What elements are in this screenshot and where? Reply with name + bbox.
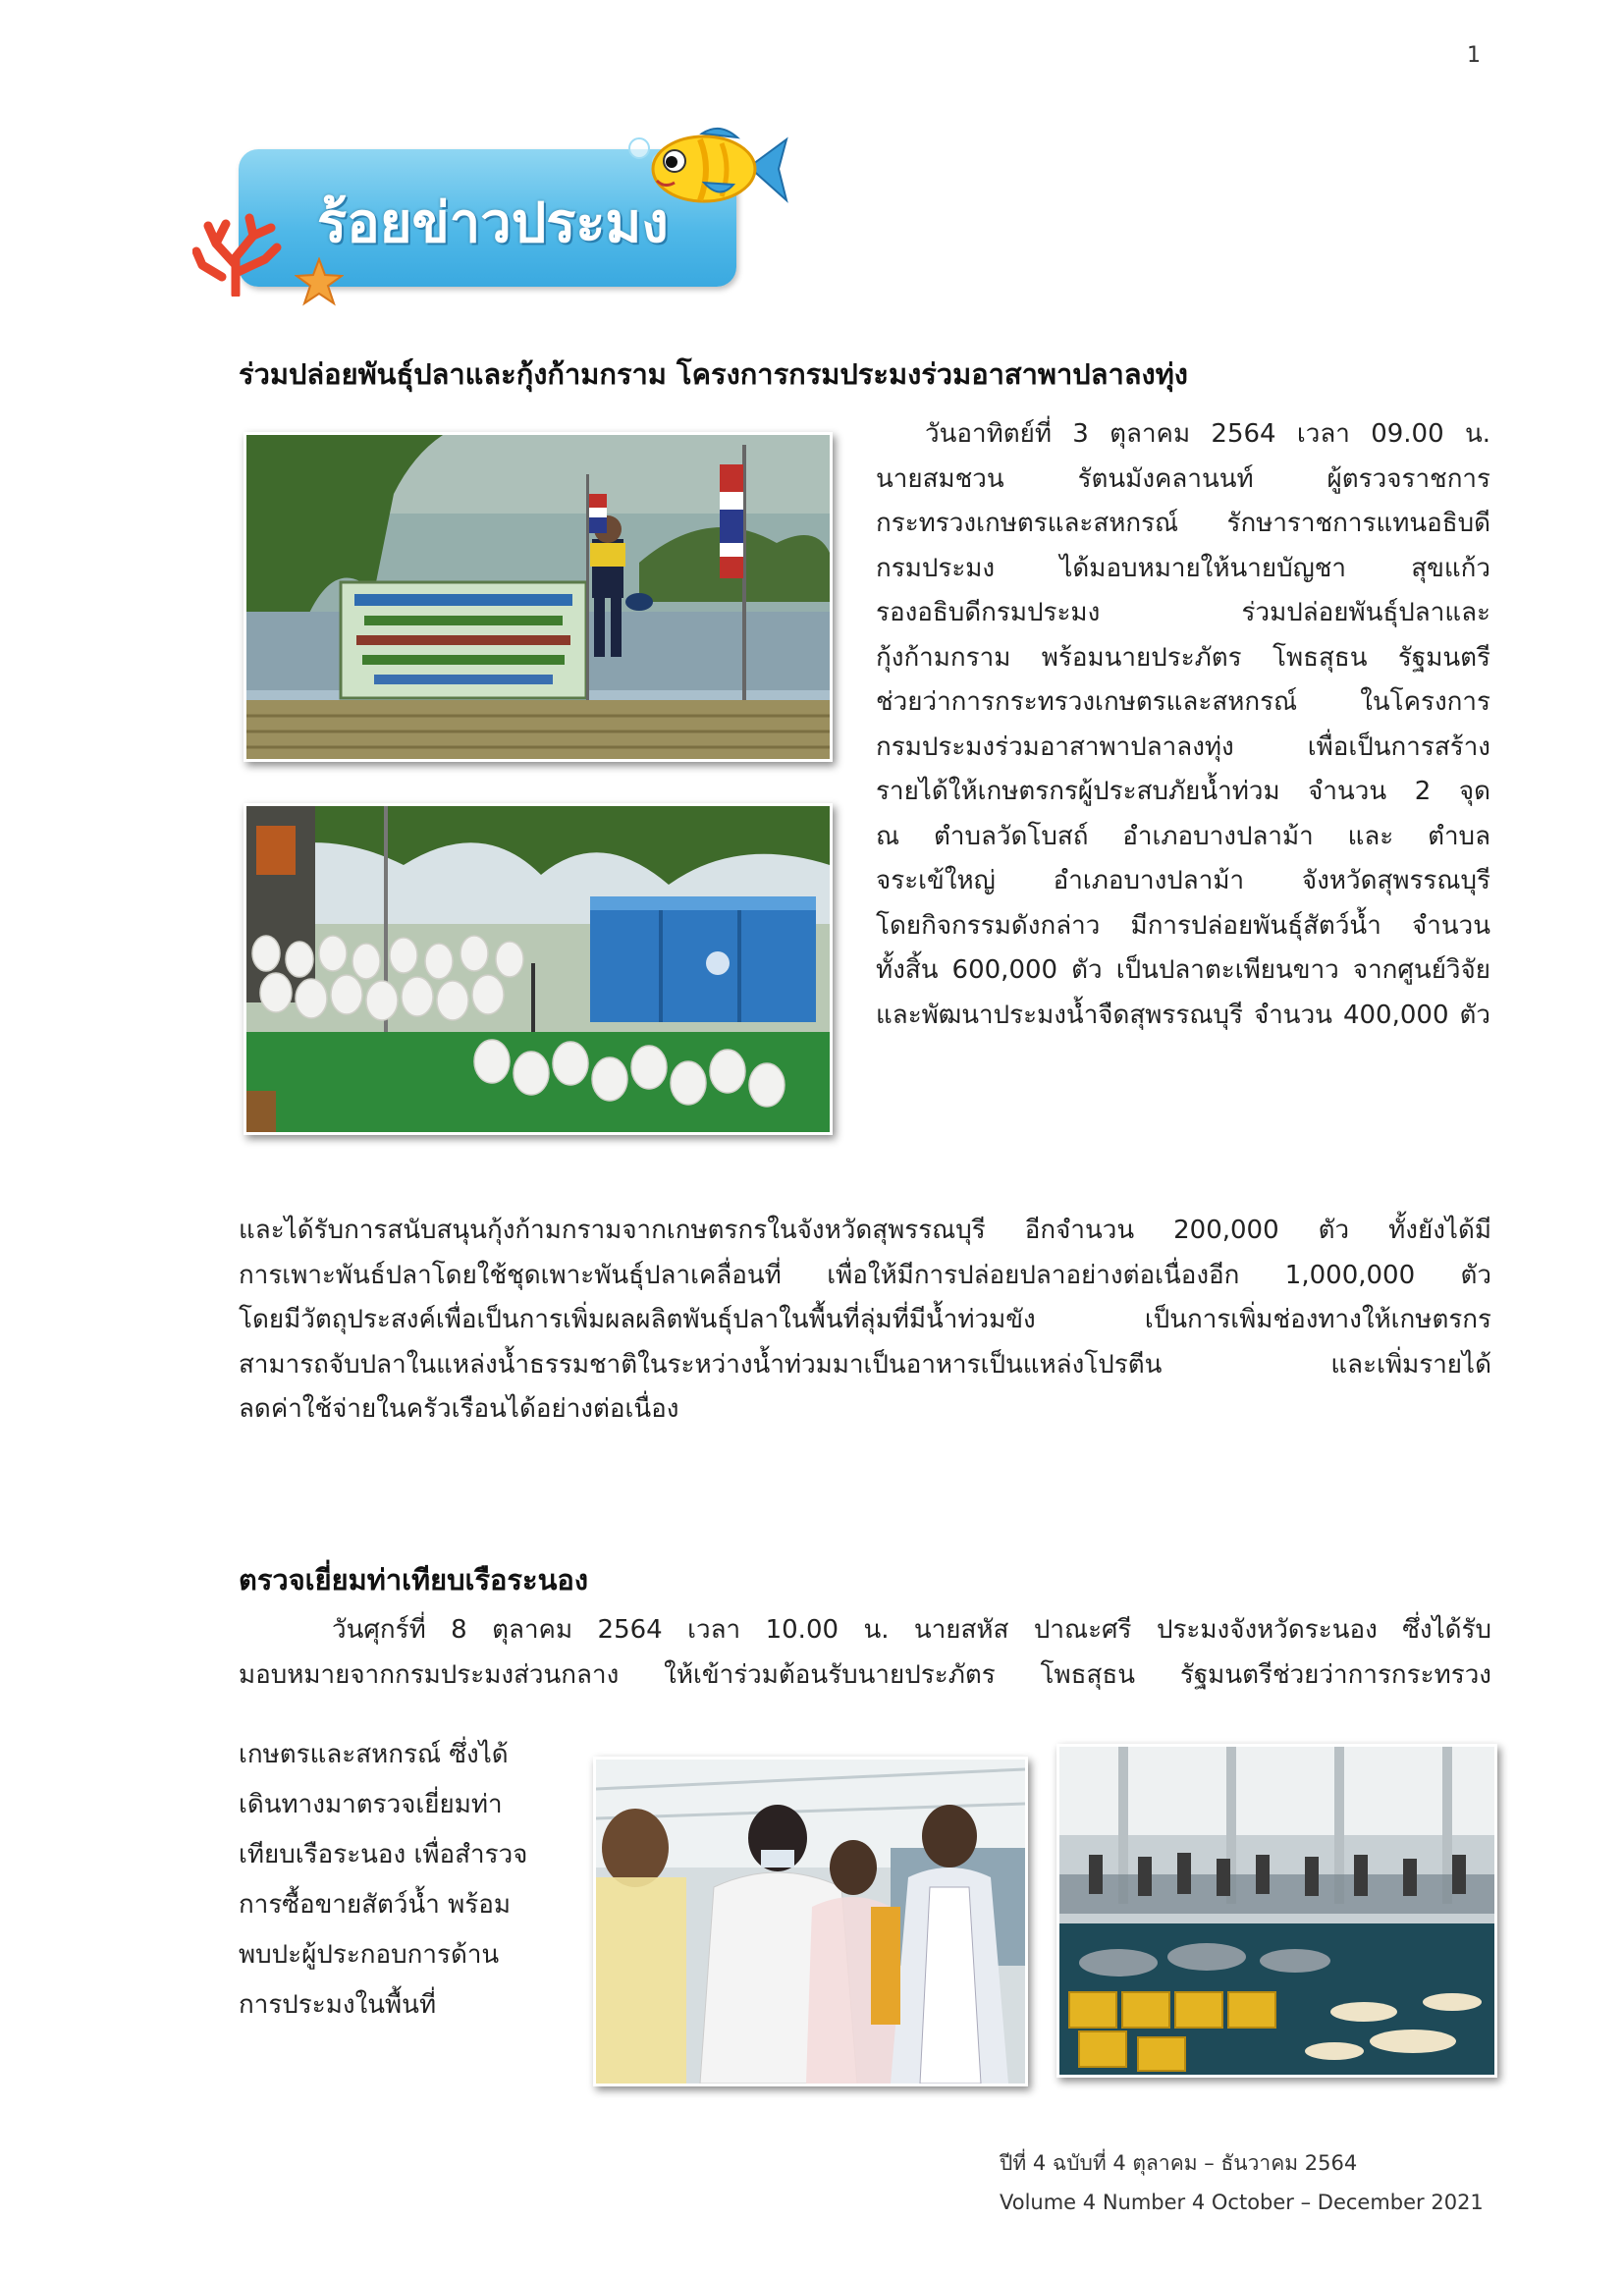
footer-issue-thai: ปีที่ 4 ฉบับที่ 4 ตุลาคม – ธันวาคม 2564 [1000,2151,1358,2175]
text-line: ช่วยว่าการกระทรวงเกษตรและสหกรณ์ ในโครงการ [876,687,1490,717]
fish-icon [643,126,790,209]
text-line: กรมประมง ได้มอบหมายให้นายบัญชา สุขแก้ว [876,553,1490,583]
article-heading: ตรวจเยี่ยมท่าเทียบเรือระนอง [239,1563,588,1597]
article-photo-banner-by-river [244,432,833,762]
text-line: การซื้อขายสัตว์น้ำ พร้อม [239,1890,512,1920]
text-line: และพัฒนาประมงน้ำจืดสุพรรณบุรี จำนวน 400,000 ตัว [876,1000,1490,1030]
text-line: กุ้งก้ามกราม พร้อมนายประภัตร โพธสุธน รัฐมนตรี [876,642,1490,673]
article2-side-paragraph [239,1730,563,2030]
text-line: เทียบเรือระนอง เพื่อสำรวจ [239,1840,528,1869]
article-photo-officials-inspection [593,1757,1028,2086]
starfish-icon [295,257,344,306]
text-line: โดยมีวัตถุประสงค์เพื่อเป็นการเพิ่มผลผลิตพันธุ์ปลาในพื้นที่ลุ่มที่มีน้ำท่วมขัง เป็นการเพิ่มช่องทางให้เกษตรกร [239,1305,1491,1334]
article-photo-fish-market [1056,1744,1497,2078]
article1-body-paragraph [239,1209,1491,1433]
text-line: เดินทางมาตรวจเยี่ยมท่า [239,1790,503,1819]
text-line: รองอธิบดีกรมประมง ร่วมปล่อยพันธุ์ปลาและ [876,598,1490,627]
text-line: ทั้งสิ้น 600,000 ตัว เป็นปลาตะเพียนขาว จากศูนย์วิจัย [876,955,1490,985]
text-line: จระเข้ใหญ่ อำเภอบางปลาม้า จังหวัดสุพรรณบุรี [876,866,1490,895]
text-line: วันศุกร์ที่ 8 ตุลาคม 2564 เวลา 10.00 น. นายสหัส ปาณะศรี ประมงจังหวัดระนอง ซึ่งได้รับ [332,1615,1491,1645]
text-line: กรมประมงร่วมอาสาพาปลาลงทุ่ง เพื่อเป็นการสร้าง [876,731,1490,762]
text-line: พบปะผู้ประกอบการด้าน [239,1940,500,1970]
text-line: การประมงในพื้นที่ [239,1990,437,2020]
text-line: กระทรวงเกษตรและสหกรณ์ รักษาราชการแทนอธิบดี [876,509,1490,538]
article2-body-paragraph [239,1608,1491,1698]
coral-icon [192,208,283,297]
article-heading: ร่วมปล่อยพันธุ์ปลาและกุ้งก้ามกราม โครงการกรมประมงร่วมอาสาพาปลาลงทุ่ง [239,357,1188,391]
text-line: นายสมชวน รัตนมังคลานนท์ ผู้ตรวจราชการ [876,463,1490,494]
article-photo-fry-bags [244,803,833,1135]
text-line: รายได้ให้เกษตรกรผู้ประสบภัยน้ำท่วม จำนวน 2 จุด [876,777,1490,806]
article1-side-paragraph [876,412,1490,1038]
text-line: การเพาะพันธ์ปลาโดยใช้ชุดเพาะพันธุ์ปลาเคลื่อนที่ เพื่อให้มีการปล่อยปลาอย่างต่อเนื่องอีก 1,000,000 ตัว [239,1260,1491,1290]
text-line: สามารถจับปลาในแหล่งน้ำธรรมชาติในระหว่างน้ำท่วมมาเป็นอาหารเป็นแหล่งโปรตีน และเพิ่มรายได้ [239,1349,1491,1380]
text-line: และได้รับการสนับสนุนกุ้งก้ามกรามจากเกษตรกรในจังหวัดสุพรรณบุรี อีกจำนวน 200,000 ตัว ทั้งยังได้มี [239,1216,1491,1245]
text-line: โดยกิจกรรมดังกล่าว มีการปล่อยพันธุ์สัตว์น้ำ จำนวน [876,910,1490,941]
text-line: เกษตรและสหกรณ์ ซึ่งได้ [239,1740,509,1769]
text-line: วันอาทิตย์ที่ 3 ตุลาคม 2564 เวลา 09.00 น. [925,419,1490,449]
text-line: มอบหมายจากกรมประมงส่วนกลาง ให้เข้าร่วมต้อนรับนายประภัตร โพธสุธน รัฐมนตรีช่วยว่าการกระทรวง [239,1659,1491,1690]
page-number: 1 [1467,43,1481,68]
footer-issue-english: Volume 4 Number 4 October – December 2021 [1000,2191,1484,2214]
section-title: ร้อยข่าวประมง [317,191,669,255]
text-line: ณ ตำบลวัดโบสถ์ อำเภอบางปลาม้า และ ตำบล [876,821,1490,851]
text-line: ลดค่าใช้จ่ายในครัวเรือนได้อย่างต่อเนื่อง [239,1394,679,1424]
